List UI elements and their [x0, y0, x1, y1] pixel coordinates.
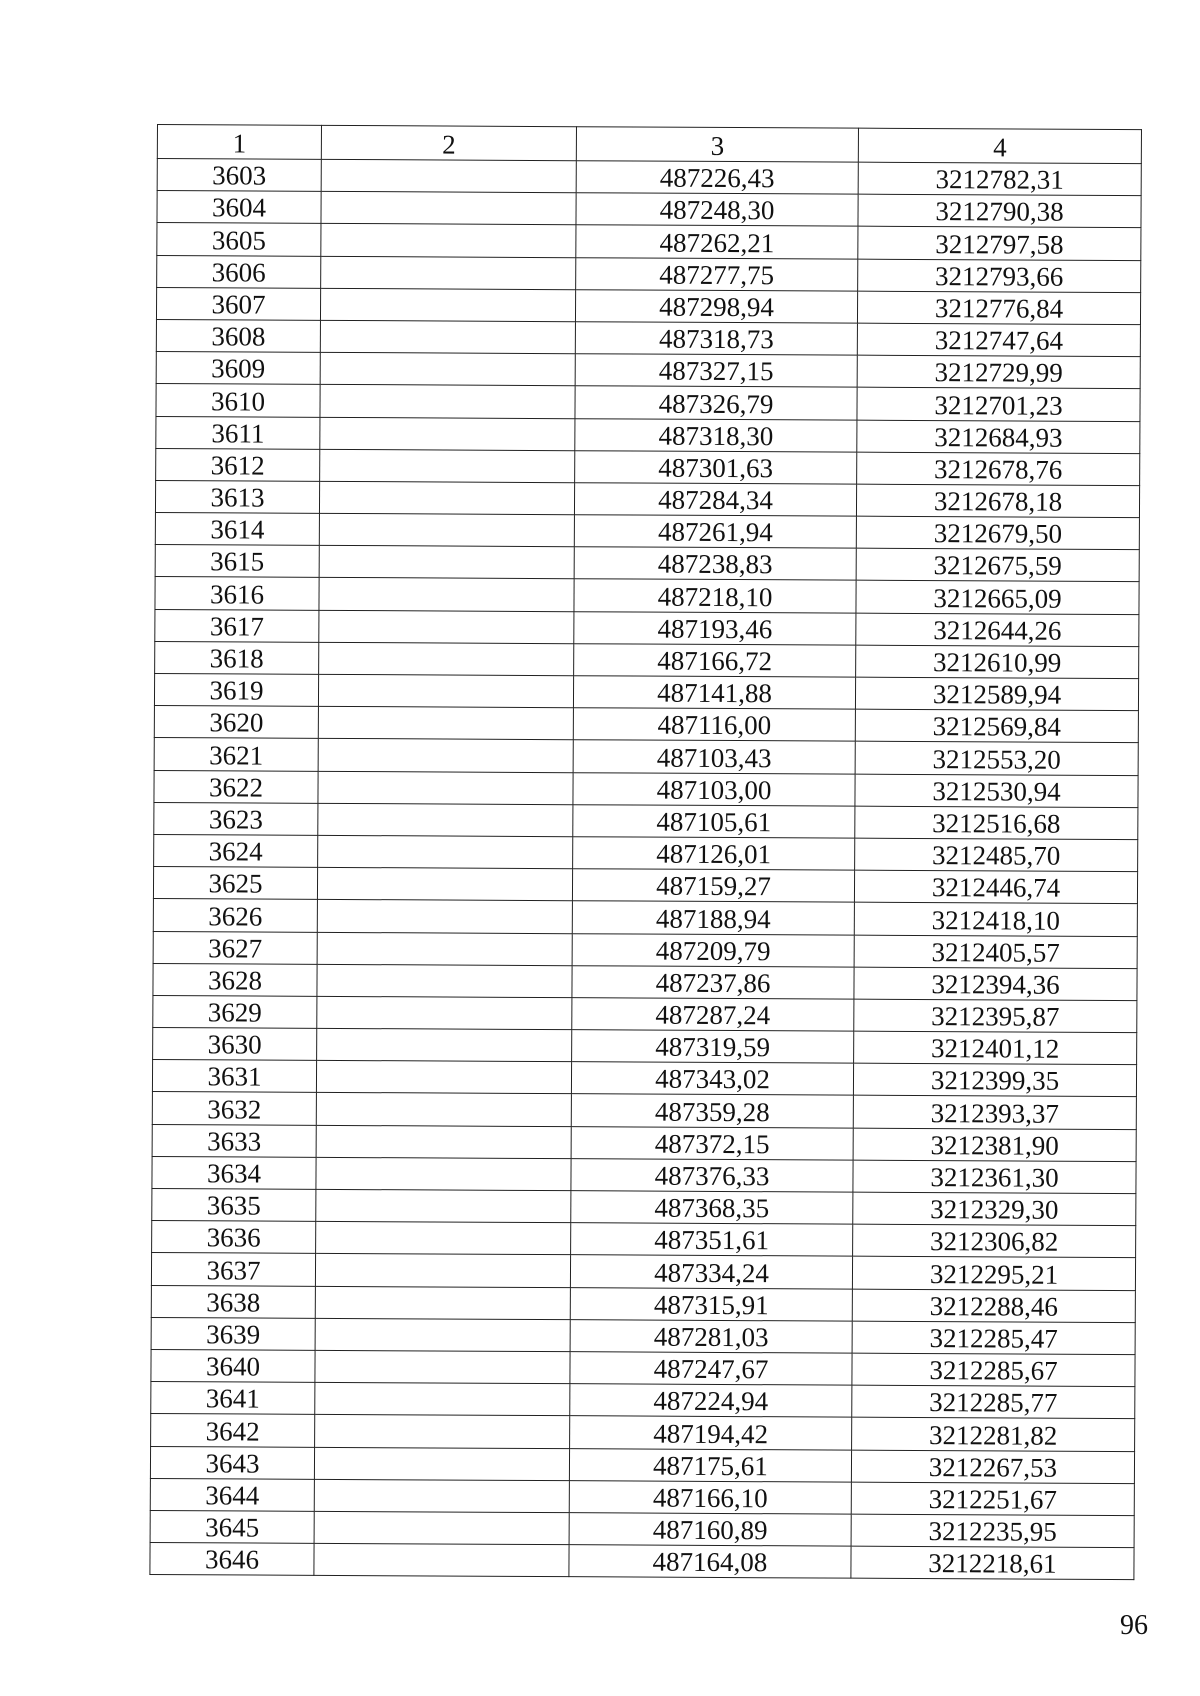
x-coordinate-cell: 487103,00: [573, 772, 855, 806]
table-row: [154, 770, 1138, 807]
y-coordinate-cell: 3212361,30: [853, 1160, 1136, 1194]
table-row: [156, 352, 1140, 389]
point-number-cell: 3644: [150, 1478, 314, 1511]
empty-cell: [316, 1061, 571, 1095]
empty-cell: [318, 674, 573, 708]
point-number-cell: 3629: [153, 995, 317, 1028]
empty-cell: [314, 1511, 569, 1545]
empty-cell: [315, 1415, 570, 1449]
empty-cell: [317, 900, 572, 934]
empty-cell: [315, 1286, 570, 1320]
y-coordinate-cell: 3212553,20: [855, 742, 1138, 776]
table-row: [152, 1188, 1136, 1225]
table-row: [156, 384, 1140, 421]
point-number-cell: 3607: [156, 287, 320, 320]
x-coordinate-cell: 487193,46: [574, 611, 856, 645]
table-row: [151, 1382, 1135, 1419]
table-row: [155, 641, 1139, 678]
empty-cell: [318, 835, 573, 869]
table-row: [151, 1285, 1135, 1322]
y-coordinate-cell: 3212235,95: [851, 1514, 1134, 1548]
point-number-cell: 3637: [151, 1253, 315, 1286]
y-coordinate-cell: 3212516,68: [855, 806, 1138, 840]
point-number-cell: 3622: [154, 770, 318, 803]
table-row: [157, 223, 1141, 260]
empty-cell: [319, 610, 574, 644]
table-row: [150, 1510, 1134, 1547]
y-coordinate-cell: 3212782,31: [858, 162, 1141, 196]
x-coordinate-cell: 487281,03: [570, 1319, 852, 1353]
table-row: [156, 287, 1140, 324]
empty-cell: [318, 771, 573, 805]
table-row: [152, 1124, 1136, 1161]
table-row: [152, 1156, 1136, 1193]
page-number: 96: [1120, 1610, 1148, 1641]
x-coordinate-cell: 487237,86: [572, 965, 854, 999]
point-number-cell: 3640: [151, 1349, 315, 1382]
x-coordinate-cell: 487188,94: [572, 901, 854, 935]
point-number-cell: 3630: [153, 1028, 317, 1061]
point-number-cell: 3625: [153, 867, 317, 900]
table-row: [154, 834, 1138, 871]
empty-cell: [314, 1543, 569, 1577]
table-row: [154, 706, 1138, 743]
table-row: [156, 319, 1140, 356]
table-row: [151, 1317, 1135, 1354]
y-coordinate-cell: 3212485,70: [855, 838, 1138, 872]
point-number-cell: 3605: [157, 223, 321, 256]
x-coordinate-cell: 487287,24: [572, 998, 854, 1032]
table-row: [155, 577, 1139, 614]
table-row: [157, 255, 1141, 292]
empty-cell: [316, 1189, 571, 1223]
table-row: [152, 1060, 1136, 1097]
y-coordinate-cell: 3212267,53: [851, 1450, 1134, 1484]
point-number-cell: 3613: [155, 480, 319, 513]
y-coordinate-cell: 3212679,50: [856, 516, 1139, 550]
x-coordinate-cell: 487159,27: [572, 869, 854, 903]
x-coordinate-cell: 487351,61: [571, 1223, 853, 1257]
empty-cell: [320, 385, 575, 419]
y-coordinate-cell: 3212790,38: [858, 194, 1141, 228]
point-number-cell: 3636: [152, 1221, 316, 1254]
table-row: [155, 545, 1139, 582]
y-coordinate-cell: 3212675,59: [856, 548, 1139, 582]
empty-cell: [318, 739, 573, 773]
y-coordinate-cell: 3212285,67: [852, 1353, 1135, 1387]
table-row: [156, 416, 1140, 453]
x-coordinate-cell: 487248,30: [576, 193, 858, 227]
table-row: [153, 931, 1137, 968]
x-coordinate-cell: 487284,34: [574, 483, 856, 517]
point-number-cell: 3626: [153, 899, 317, 932]
point-number-cell: 3606: [157, 255, 321, 288]
y-coordinate-cell: 3212418,10: [854, 902, 1137, 936]
table-row: [153, 899, 1137, 936]
x-coordinate-cell: 487301,63: [575, 450, 857, 484]
y-coordinate-cell: 3212747,64: [857, 323, 1140, 357]
empty-cell: [319, 642, 574, 676]
y-coordinate-cell: 3212393,37: [853, 1096, 1136, 1130]
table-row: [157, 159, 1141, 196]
point-number-cell: 3627: [153, 931, 317, 964]
x-coordinate-cell: 487105,61: [573, 804, 855, 838]
x-coordinate-cell: 487218,10: [574, 579, 856, 613]
point-number-cell: 3643: [150, 1446, 314, 1479]
y-coordinate-cell: 3212281,82: [852, 1417, 1135, 1451]
x-coordinate-cell: 487226,43: [576, 161, 858, 195]
empty-cell: [319, 513, 574, 547]
table-row: [151, 1253, 1135, 1290]
empty-cell: [317, 867, 572, 901]
table-row: [150, 1478, 1134, 1515]
point-number-cell: 3623: [154, 802, 318, 835]
point-number-cell: 3639: [151, 1317, 315, 1350]
x-coordinate-cell: 487103,43: [573, 740, 855, 774]
point-number-cell: 3645: [150, 1510, 314, 1543]
x-coordinate-cell: 487318,30: [575, 418, 857, 452]
point-number-cell: 3641: [151, 1382, 315, 1415]
empty-cell: [320, 320, 575, 354]
table-row: [152, 1221, 1136, 1258]
x-coordinate-cell: 487318,73: [575, 322, 857, 356]
point-number-cell: 3615: [155, 545, 319, 578]
empty-cell: [318, 803, 573, 837]
empty-cell: [316, 1157, 571, 1191]
empty-cell: [321, 192, 576, 226]
table-row: [151, 1414, 1135, 1451]
empty-cell: [319, 578, 574, 612]
empty-cell: [316, 1125, 571, 1159]
empty-cell: [321, 159, 576, 193]
table-row: [157, 191, 1141, 228]
x-coordinate-cell: 487372,15: [571, 1126, 853, 1160]
x-coordinate-cell: 487326,79: [575, 386, 857, 420]
empty-cell: [314, 1447, 569, 1481]
table-row: [153, 867, 1137, 904]
y-coordinate-cell: 3212401,12: [854, 1031, 1137, 1065]
y-coordinate-cell: 3212395,87: [854, 999, 1137, 1033]
column-header-1: 1: [157, 125, 321, 160]
x-coordinate-cell: 487164,08: [569, 1545, 851, 1579]
table-body: [150, 159, 1141, 1580]
y-coordinate-cell: 3212678,18: [856, 484, 1139, 518]
empty-cell: [315, 1350, 570, 1384]
point-number-cell: 3612: [156, 448, 320, 481]
point-number-cell: 3614: [155, 513, 319, 546]
point-number-cell: 3608: [156, 319, 320, 352]
x-coordinate-cell: 487334,24: [570, 1255, 852, 1289]
point-number-cell: 3634: [152, 1156, 316, 1189]
y-coordinate-cell: 3212295,21: [852, 1257, 1135, 1291]
empty-cell: [315, 1382, 570, 1416]
table-row: [150, 1446, 1134, 1483]
point-number-cell: 3638: [151, 1285, 315, 1318]
empty-cell: [315, 1254, 570, 1288]
y-coordinate-cell: 3212218,61: [851, 1546, 1134, 1580]
y-coordinate-cell: 3212306,82: [853, 1224, 1136, 1258]
table-row: [156, 448, 1140, 485]
y-coordinate-cell: 3212793,66: [858, 259, 1141, 293]
y-coordinate-cell: 3212701,23: [857, 387, 1140, 421]
table-row: [155, 480, 1139, 517]
x-coordinate-cell: 487126,01: [573, 837, 855, 871]
x-coordinate-cell: 487319,59: [572, 1030, 854, 1064]
empty-cell: [319, 481, 574, 515]
point-number-cell: 3621: [154, 738, 318, 771]
y-coordinate-cell: 3212329,30: [853, 1192, 1136, 1226]
empty-cell: [314, 1479, 569, 1513]
empty-cell: [320, 352, 575, 386]
y-coordinate-cell: 3212644,26: [856, 613, 1139, 647]
point-number-cell: 3624: [154, 834, 318, 867]
y-coordinate-cell: 3212381,90: [853, 1128, 1136, 1162]
empty-cell: [321, 256, 576, 290]
empty-cell: [318, 707, 573, 741]
empty-cell: [315, 1318, 570, 1352]
x-coordinate-cell: 487116,00: [573, 708, 855, 742]
table-row: [153, 963, 1137, 1000]
empty-cell: [317, 1028, 572, 1062]
empty-cell: [317, 964, 572, 998]
x-coordinate-cell: 487376,33: [571, 1158, 853, 1192]
point-number-cell: 3609: [156, 352, 320, 385]
x-coordinate-cell: 487160,89: [569, 1513, 851, 1547]
empty-cell: [321, 224, 576, 258]
table-row: [153, 1028, 1137, 1065]
y-coordinate-cell: 3212589,94: [855, 677, 1138, 711]
point-number-cell: 3603: [157, 159, 321, 192]
table-row: [155, 609, 1139, 646]
x-coordinate-cell: 487359,28: [571, 1094, 853, 1128]
x-coordinate-cell: 487194,42: [570, 1416, 852, 1450]
y-coordinate-cell: 3212285,77: [852, 1385, 1135, 1419]
point-number-cell: 3628: [153, 963, 317, 996]
y-coordinate-cell: 3212394,36: [854, 967, 1137, 1001]
x-coordinate-cell: 487247,67: [570, 1352, 852, 1386]
point-number-cell: 3635: [152, 1188, 316, 1221]
empty-cell: [317, 932, 572, 966]
table-row: [154, 802, 1138, 839]
x-coordinate-cell: 487166,72: [574, 644, 856, 678]
empty-cell: [320, 288, 575, 322]
point-number-cell: 3632: [152, 1092, 316, 1125]
y-coordinate-cell: 3212285,47: [852, 1321, 1135, 1355]
column-header-4: 4: [858, 128, 1141, 163]
x-coordinate-cell: 487315,91: [570, 1287, 852, 1321]
table-row: [154, 673, 1138, 710]
x-coordinate-cell: 487262,21: [576, 225, 858, 259]
point-number-cell: 3604: [157, 191, 321, 224]
table-row: [151, 1349, 1135, 1386]
x-coordinate-cell: 487277,75: [576, 257, 858, 291]
y-coordinate-cell: 3212405,57: [854, 935, 1137, 969]
y-coordinate-cell: 3212399,35: [853, 1063, 1136, 1097]
y-coordinate-cell: 3212797,58: [858, 227, 1141, 261]
point-number-cell: 3619: [154, 673, 318, 706]
empty-cell: [320, 449, 575, 483]
y-coordinate-cell: 3212288,46: [852, 1289, 1135, 1323]
empty-cell: [319, 546, 574, 580]
point-number-cell: 3620: [154, 706, 318, 739]
y-coordinate-cell: 3212665,09: [856, 581, 1139, 615]
table-row: [150, 1543, 1134, 1580]
point-number-cell: 3616: [155, 577, 319, 610]
empty-cell: [316, 1222, 571, 1256]
point-number-cell: 3646: [150, 1543, 314, 1576]
y-coordinate-cell: 3212569,84: [855, 709, 1138, 743]
coordinates-table: [149, 124, 1142, 1580]
point-number-cell: 3618: [155, 641, 319, 674]
x-coordinate-cell: 487368,35: [571, 1191, 853, 1225]
x-coordinate-cell: 487175,61: [569, 1448, 851, 1482]
y-coordinate-cell: 3212610,99: [856, 645, 1139, 679]
point-number-cell: 3610: [156, 384, 320, 417]
y-coordinate-cell: 3212678,76: [857, 452, 1140, 486]
x-coordinate-cell: 487141,88: [573, 676, 855, 710]
x-coordinate-cell: 487238,83: [574, 547, 856, 581]
point-number-cell: 3642: [151, 1414, 315, 1447]
column-header-2: 2: [321, 125, 576, 160]
table-row: [154, 738, 1138, 775]
table-row: [155, 513, 1139, 550]
x-coordinate-cell: 487298,94: [575, 289, 857, 323]
y-coordinate-cell: 3212776,84: [857, 291, 1140, 325]
header-row: [157, 125, 1141, 164]
x-coordinate-cell: 487209,79: [572, 933, 854, 967]
table-row: [152, 1092, 1136, 1129]
x-coordinate-cell: 487261,94: [574, 515, 856, 549]
point-number-cell: 3633: [152, 1124, 316, 1157]
column-header-3: 3: [576, 127, 858, 162]
x-coordinate-cell: 487343,02: [571, 1062, 853, 1096]
empty-cell: [316, 1093, 571, 1127]
x-coordinate-cell: 487224,94: [570, 1384, 852, 1418]
point-number-cell: 3611: [156, 416, 320, 449]
table-row: [153, 995, 1137, 1032]
y-coordinate-cell: 3212684,93: [857, 420, 1140, 454]
empty-cell: [317, 996, 572, 1030]
y-coordinate-cell: 3212446,74: [854, 870, 1137, 904]
empty-cell: [320, 417, 575, 451]
point-number-cell: 3617: [155, 609, 319, 642]
x-coordinate-cell: 487166,10: [569, 1480, 851, 1514]
point-number-cell: 3631: [152, 1060, 316, 1093]
y-coordinate-cell: 3212251,67: [851, 1482, 1134, 1516]
y-coordinate-cell: 3212530,94: [855, 774, 1138, 808]
x-coordinate-cell: 487327,15: [575, 354, 857, 388]
y-coordinate-cell: 3212729,99: [857, 355, 1140, 389]
